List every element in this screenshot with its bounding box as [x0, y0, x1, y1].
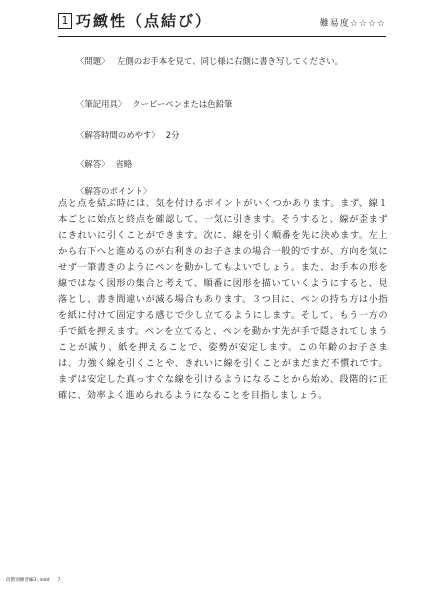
- footer-page-number: 7: [57, 578, 61, 583]
- answer-section: [76, 157, 132, 172]
- problem-label: 〈問題〉: [76, 56, 110, 66]
- points-label: 〈解答のポイント〉: [76, 186, 152, 196]
- problem-text: 左側のお手本を見て、同じ様に右側に書き写してください。: [117, 56, 343, 66]
- difficulty-rating: 難易度☆☆☆☆: [319, 19, 386, 29]
- answer-label: 〈解答〉: [76, 159, 110, 169]
- tools-section: [76, 97, 232, 112]
- points-body-text: 点と点を結ぶ時には、気を付けるポイントがいくつかあります。まず、線１本ごとに始点と終点を確認して、一気に引きます。そうすると、線が歪まずにきれいに引くことができます。次に、線を引く順番を先に決めます。左上から右下へと進めるのが右利きのお子さまの場合一般的ですが、方向を気にせず一筆書きのようにペンを動かしてもよいでしょう。また、お手本の形を線ではなく図形の集合と考えて、順番に図形を描いていくようにすると、見落とし、書き間違いが減る場合もあります。３つ目に、ペンの持ち方は小指を紙に付けて固定する感じで少し立てるようにします。そして、もう一方の手で紙を押えます。ペンを立てると、ペンを動かす先が手で隠されてしまうことが減り、紙を押えることで、姿勢が安定します。この年齢のお子さまは、力強く線を引くことや、きれいに線を引くことがまだまだ不慣れです。まずは安定した真っすぐな線を引けるようになることから始め、段階的に正確に、効率よく進められるようになることを目指しましょう。: [58, 198, 388, 401]
- section-number-box: 1: [58, 13, 72, 29]
- header: [58, 12, 386, 34]
- time-text: 2分: [165, 130, 180, 140]
- footer-filename: 段階別練習編3:.indd: [6, 578, 50, 583]
- title-underline: [58, 36, 386, 37]
- problem-section: [76, 54, 376, 69]
- tools-label: 〈筆記用具〉: [76, 99, 127, 109]
- time-section: [76, 128, 179, 143]
- answer-text: 省略: [115, 159, 133, 169]
- time-label: 〈解答時間のめやす〉: [76, 130, 160, 140]
- tools-text: クーピーペンまたは色鉛筆: [132, 99, 233, 109]
- page-footer: [6, 577, 60, 583]
- page-title: 巧緻性（点結び）: [76, 12, 213, 30]
